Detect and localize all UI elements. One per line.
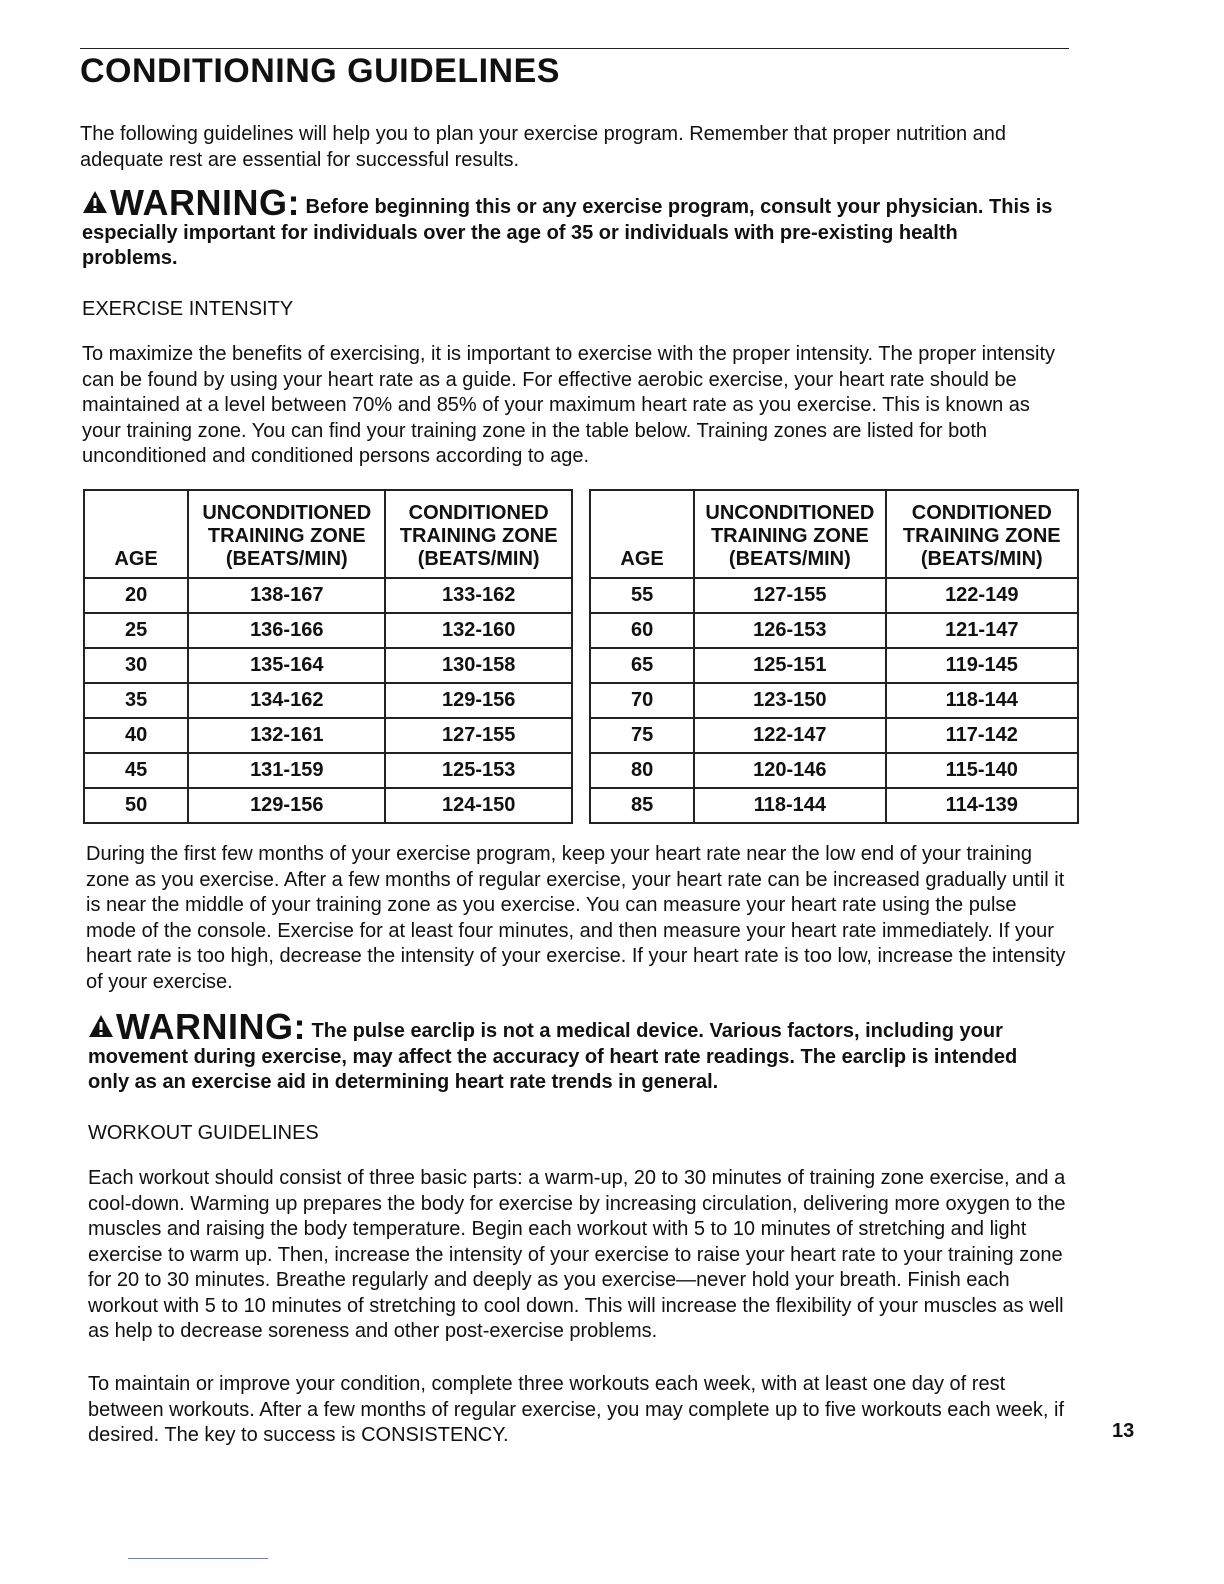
- age-cell: 25: [84, 613, 188, 648]
- unconditioned-cell: 127-155: [694, 578, 885, 613]
- conditioned-header: CONDITIONED TRAINING ZONE (BEATS/MIN): [385, 490, 572, 578]
- conditioned-cell: 121-147: [886, 613, 1078, 648]
- unconditioned-cell: 122-147: [694, 718, 885, 753]
- age-header: AGE: [84, 490, 188, 578]
- age-cell: 60: [590, 613, 694, 648]
- unconditioned-cell: 120-146: [694, 753, 885, 788]
- conditioned-cell: 127-155: [385, 718, 572, 753]
- age-cell: 40: [84, 718, 188, 753]
- table-row: [590, 753, 1078, 788]
- warning-word: WARNING:: [110, 182, 300, 223]
- warning-block-2: [88, 1006, 1063, 1096]
- conditioned-cell: 115-140: [886, 753, 1078, 788]
- unconditioned-cell: 135-164: [188, 648, 385, 683]
- table-row: [590, 648, 1078, 683]
- training-zone-table-left: [83, 489, 573, 824]
- warning-triangle-icon: [82, 190, 108, 214]
- conditioned-cell: 122-149: [886, 578, 1078, 613]
- conditioned-cell: 119-145: [886, 648, 1078, 683]
- training-zone-table-right: [589, 489, 1079, 824]
- unconditioned-header: UNCONDITIONED TRAINING ZONE (BEATS/MIN): [188, 490, 385, 578]
- table-row: [84, 718, 572, 753]
- age-cell: 85: [590, 788, 694, 823]
- conditioned-cell: 133-162: [385, 578, 572, 613]
- section-heading-workout: WORKOUT GUIDELINES: [88, 1122, 319, 1144]
- page-title: CONDITIONING GUIDELINES: [80, 52, 560, 90]
- age-cell: 75: [590, 718, 694, 753]
- table-row: [84, 648, 572, 683]
- top-rule: [80, 48, 1069, 49]
- table-header-row: [590, 490, 1078, 578]
- age-cell: 35: [84, 683, 188, 718]
- age-header: AGE: [590, 490, 694, 578]
- unconditioned-cell: 138-167: [188, 578, 385, 613]
- workout-paragraph: Each workout should consist of three basic parts: a warm-up, 20 to 30 minutes of training zone exercise, and a cool-down. Warming up prepares the body for exercise by increasing circulation, delivering more oxygen to the muscles and raising the body temperature. Begin each workout with 5 to 10 minutes of stretching and light exercise to warm up. Then, increase the intensity of your exercise to raise your heart rate to your training zone for 20 to 30 minutes. Breathe regularly and deeply as you exercise—never hold your breath. Finish each workout with 5 to 10 minutes of stretching to cool down. This will increase the flexibility of your muscles as well as help to decrease soreness and other post-exercise problems.: [88, 1167, 1066, 1342]
- age-cell: 30: [84, 648, 188, 683]
- conditioned-cell: 130-158: [385, 648, 572, 683]
- table-row: [590, 788, 1078, 823]
- table-row: [590, 718, 1078, 753]
- table-row: [84, 613, 572, 648]
- table-row: [84, 578, 572, 613]
- table-header-row: [84, 490, 572, 578]
- conditioned-cell: 124-150: [385, 788, 572, 823]
- conditioned-cell: 132-160: [385, 613, 572, 648]
- unconditioned-cell: 118-144: [694, 788, 885, 823]
- age-cell: 50: [84, 788, 188, 823]
- conditioned-cell: 129-156: [385, 683, 572, 718]
- age-cell: 80: [590, 753, 694, 788]
- section-heading-intensity: EXERCISE INTENSITY: [82, 298, 294, 320]
- age-cell: 55: [590, 578, 694, 613]
- table-row: [590, 578, 1078, 613]
- table-row: [84, 788, 572, 823]
- unconditioned-cell: 131-159: [188, 753, 385, 788]
- unconditioned-cell: 136-166: [188, 613, 385, 648]
- consistency-paragraph: To maintain or improve your condition, complete three workouts each week, with at least one day of rest between workouts. After a few months of regular exercise, you may complete up to five workouts each week, if desired. The key to success is CONSISTENCY.: [88, 1373, 1065, 1446]
- unconditioned-cell: 132-161: [188, 718, 385, 753]
- conditioned-cell: 118-144: [886, 683, 1078, 718]
- conditioned-header: CONDITIONED TRAINING ZONE (BEATS/MIN): [886, 490, 1078, 578]
- bottom-rule: [128, 1558, 268, 1559]
- table-row: [84, 683, 572, 718]
- unconditioned-cell: 125-151: [694, 648, 885, 683]
- conditioned-cell: 125-153: [385, 753, 572, 788]
- age-cell: 65: [590, 648, 694, 683]
- age-cell: 20: [84, 578, 188, 613]
- warning-text: The pulse earclip is not a medical device. Various factors, including your movement during exercise, may affect the accuracy of heart rate readings. The earclip is intended only as an exercise aid in determining heart rate trends in general.: [88, 1020, 1018, 1093]
- unconditioned-header: UNCONDITIONED TRAINING ZONE (BEATS/MIN): [694, 490, 885, 578]
- unconditioned-cell: 134-162: [188, 683, 385, 718]
- heart-rate-paragraph: During the first few months of your exercise program, keep your heart rate near the low end of your training zone as you exercise. After a few months of regular exercise, your heart rate can be increased gradually until it is near the middle of your training zone as you exercise. You can measure your heart rate using the pulse mode of the console. Exercise for at least four minutes, and then measure your heart rate immediately. If your heart rate is too high, decrease the intensity of your exercise. If your heart rate is too low, increase the intensity of your exercise.: [86, 843, 1066, 993]
- unconditioned-cell: 129-156: [188, 788, 385, 823]
- unconditioned-cell: 123-150: [694, 683, 885, 718]
- warning-text: Before beginning this or any exercise program, consult your physician. This is especially important for individuals over the age of 35 or individuals with pre-existing health problems.: [82, 196, 1053, 269]
- age-cell: 45: [84, 753, 188, 788]
- unconditioned-cell: 126-153: [694, 613, 885, 648]
- warning-triangle-icon: [88, 1014, 114, 1038]
- page-number: 13: [1112, 1420, 1135, 1442]
- age-cell: 70: [590, 683, 694, 718]
- intensity-paragraph: To maximize the benefits of exercising, it is important to exercise with the proper intensity. The proper intensity can be found by using your heart rate as a guide. For effective aerobic exercise, your heart rate should be maintained at a level between 70% and 85% of your maximum heart rate as you exercise. This is known as your training zone. You can find your training zone in the table below. Training zones are listed for both unconditioned and conditioned persons according to age.: [82, 343, 1056, 467]
- table-row: [84, 753, 572, 788]
- intro-paragraph: The following guidelines will help you to plan your exercise program. Remember that proper nutrition and adequate rest are essential for successful results.: [80, 123, 1007, 171]
- warning-word: WARNING:: [116, 1006, 306, 1047]
- conditioned-cell: 117-142: [886, 718, 1078, 753]
- warning-block-1: [82, 182, 1057, 272]
- conditioned-cell: 114-139: [886, 788, 1078, 823]
- table-row: [590, 683, 1078, 718]
- table-row: [590, 613, 1078, 648]
